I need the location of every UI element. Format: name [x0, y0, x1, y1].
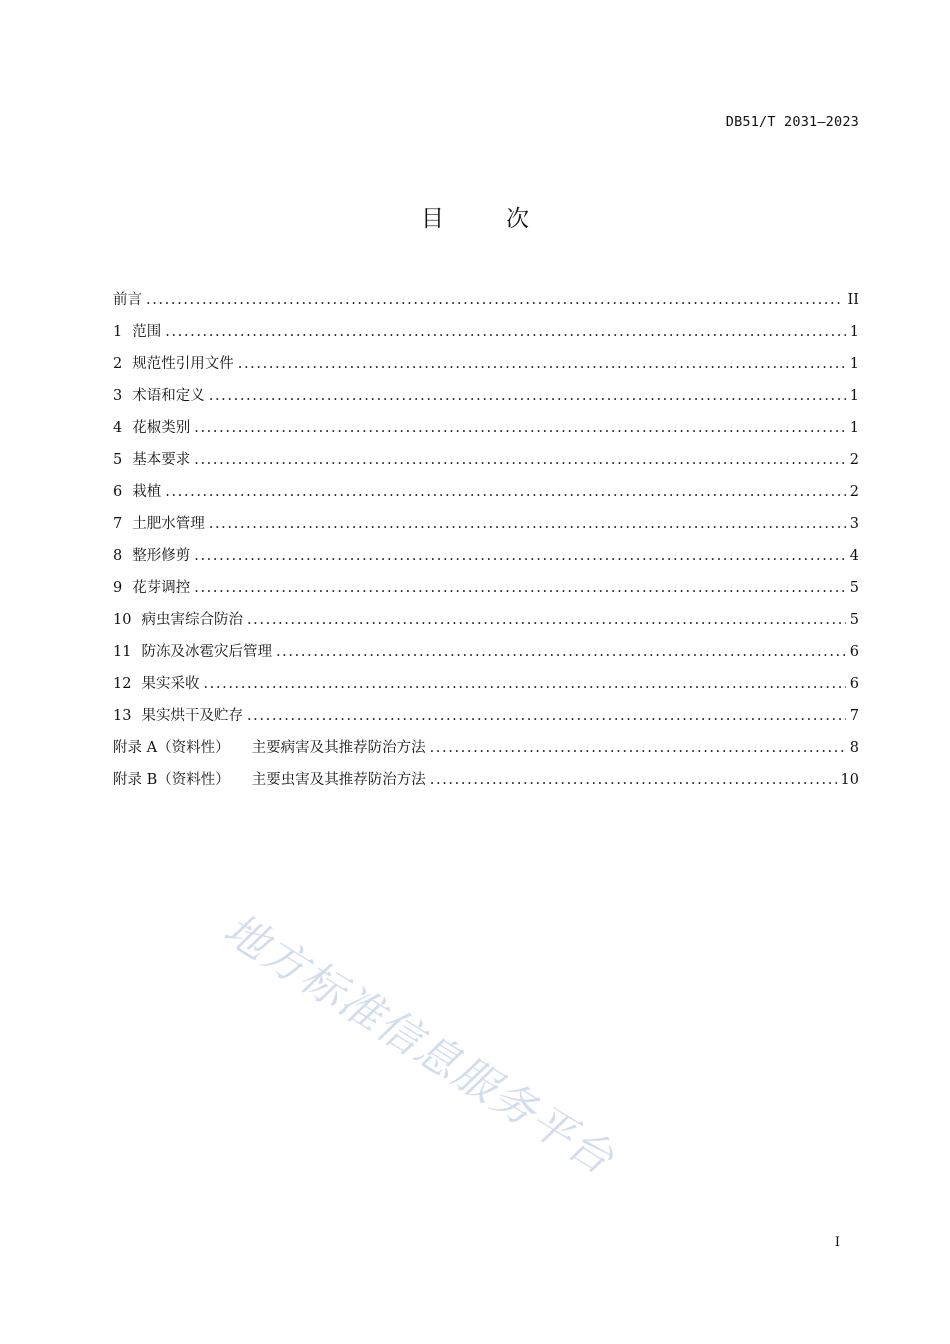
toc-entry-page: 2 — [849, 484, 859, 500]
toc-entry-number: 7 — [113, 516, 123, 532]
toc-entry-label: 病虫害综合防治 — [141, 612, 243, 628]
toc-entry-label: 防冻及冰雹灾后管理 — [141, 644, 272, 660]
table-of-contents — [113, 284, 859, 796]
toc-entry-label: 范围 — [132, 324, 162, 340]
toc-entry[interactable] — [113, 444, 859, 476]
toc-leader-dots — [194, 540, 846, 572]
toc-entry[interactable] — [113, 572, 859, 604]
toc-entry-label: 土肥水管理 — [132, 516, 205, 532]
toc-entry-page: 6 — [849, 644, 859, 660]
toc-entry-number: 1 — [113, 324, 123, 340]
toc-entry[interactable] — [113, 412, 859, 444]
toc-entry[interactable] — [113, 476, 859, 508]
toc-entry[interactable] — [113, 604, 859, 636]
toc-leader-dots — [194, 572, 846, 604]
toc-entry-label: 花芽调控 — [132, 580, 191, 596]
toc-entry-page: 8 — [849, 740, 859, 756]
toc-entry-number: 11 — [113, 644, 132, 660]
toc-leader-dots — [146, 284, 844, 316]
toc-entry-number: 3 — [113, 388, 123, 404]
toc-entry[interactable] — [113, 700, 859, 732]
toc-entry-label: 前言 — [113, 292, 142, 308]
toc-entry[interactable] — [113, 668, 859, 700]
toc-entry-page: 1 — [849, 356, 859, 372]
toc-entry-page: 7 — [849, 708, 859, 724]
toc-entry-page: 1 — [849, 388, 859, 404]
toc-entry-label: 基本要求 — [132, 452, 191, 468]
toc-entry-label: 花椒类别 — [132, 420, 191, 436]
toc-entry-label: 术语和定义 — [132, 388, 205, 404]
toc-entry-label: 主要病害及其推荐防治方法 — [251, 740, 426, 756]
toc-leader-dots — [276, 636, 846, 668]
toc-leader-dots — [247, 700, 846, 732]
toc-entry-page: 5 — [849, 612, 859, 628]
toc-leader-dots — [203, 668, 845, 700]
toc-leader-dots — [430, 732, 846, 764]
toc-entry-label: 果实烘干及贮存 — [141, 708, 243, 724]
toc-leader-dots — [194, 412, 846, 444]
toc-entry-number: 2 — [113, 356, 123, 372]
toc-annex-tag: 附录 B（资料性） — [113, 772, 230, 788]
toc-entry-label: 整形修剪 — [132, 548, 191, 564]
watermark: 地方标准信息服务平台 — [214, 904, 624, 1186]
toc-entry-page: 6 — [849, 676, 859, 692]
toc-entry[interactable] — [113, 540, 859, 572]
toc-entry-number: 9 — [113, 580, 123, 596]
toc-entry-page: 3 — [849, 516, 859, 532]
toc-leader-dots — [165, 316, 846, 348]
toc-entry[interactable] — [113, 348, 859, 380]
toc-entry[interactable] — [113, 316, 859, 348]
toc-annex-b[interactable] — [113, 764, 859, 796]
toc-leader-dots — [209, 380, 846, 412]
toc-entry[interactable] — [113, 636, 859, 668]
toc-entry[interactable] — [113, 380, 859, 412]
page-title: 目次 — [421, 206, 591, 232]
toc-entry-label: 栽植 — [132, 484, 162, 500]
toc-entry-label: 规范性引用文件 — [132, 356, 234, 372]
toc-annex-tag: 附录 A（资料性） — [113, 740, 230, 756]
toc-leader-dots — [247, 604, 846, 636]
toc-entry-number: 6 — [113, 484, 123, 500]
toc-leader-dots — [430, 764, 837, 796]
toc-entry-number: 10 — [113, 612, 132, 628]
toc-annex-a[interactable] — [113, 732, 859, 764]
toc-entry-page: 1 — [849, 420, 859, 436]
toc-entry-number: 13 — [113, 708, 132, 724]
toc-entry-page: 1 — [849, 324, 859, 340]
toc-entry-label: 主要虫害及其推荐防治方法 — [251, 772, 426, 788]
toc-entry-page: 2 — [849, 452, 859, 468]
toc-entry-page: 5 — [849, 580, 859, 596]
page-number: I — [834, 1235, 840, 1250]
toc-entry-label: 果实采收 — [141, 676, 200, 692]
toc-entry-foreword[interactable] — [113, 284, 859, 316]
toc-entry[interactable] — [113, 508, 859, 540]
toc-leader-dots — [238, 348, 846, 380]
toc-entry-number: 12 — [113, 676, 132, 692]
toc-leader-dots — [209, 508, 846, 540]
toc-entry-page: II — [847, 292, 859, 308]
toc-entry-number: 8 — [113, 548, 123, 564]
document-code: DB51/T 2031—2023 — [725, 114, 859, 130]
toc-entry-number: 4 — [113, 420, 123, 436]
toc-leader-dots — [165, 476, 846, 508]
toc-entry-page: 4 — [849, 548, 859, 564]
toc-leader-dots — [194, 444, 846, 476]
toc-entry-number: 5 — [113, 452, 123, 468]
toc-entry-page: 10 — [840, 772, 859, 788]
